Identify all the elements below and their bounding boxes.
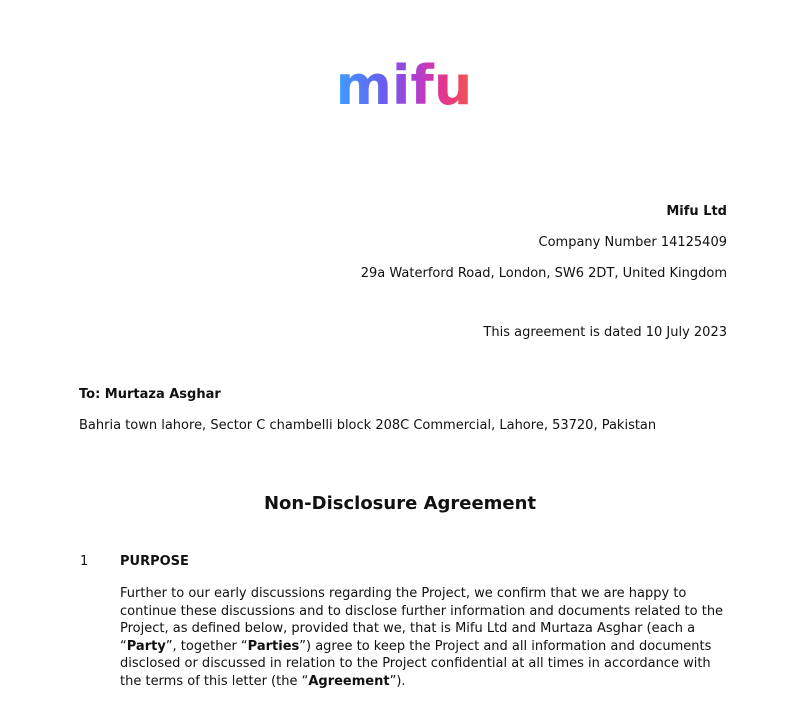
- agreement-date: This agreement is dated 10 July 2023: [483, 325, 727, 340]
- recipient-name: To: Murtaza Asghar: [79, 387, 221, 402]
- section-body-paragraph: [120, 585, 730, 691]
- body-text: ”, together “: [165, 638, 248, 654]
- section-number: 1: [80, 554, 89, 569]
- defined-term-agreement: Agreement: [308, 673, 390, 689]
- company-address: 29a Waterford Road, London, SW6 2DT, United Kingdom: [360, 266, 727, 281]
- company-number: Company Number 14125409: [538, 235, 727, 250]
- logo-wordmark: mifu: [335, 56, 473, 116]
- company-name: Mifu Ltd: [666, 204, 727, 219]
- body-text: ”).: [389, 673, 406, 689]
- document-title: Non-Disclosure Agreement: [263, 493, 537, 514]
- sender-company-block: [361, 202, 727, 295]
- defined-term-parties: Parties: [247, 638, 300, 654]
- defined-term-party: Party: [126, 638, 166, 654]
- body-text: Further to our early discussions regarding the Project, we confirm that we are happy to continue these discussions and to disclose further information and documents related to the Project, as defined below, provided that we, that is Mifu Ltd and Murtaza Asghar (each a “: [120, 586, 724, 654]
- body-text: ”) agree to keep the Project and all information and documents disclosed or discussed in relation to the Project confidential at all times in accordance with the terms of this letter (the “: [120, 638, 712, 689]
- mifu-logo: [330, 56, 478, 116]
- recipient-address: Bahria town lahore, Sector C chambelli block 208C Commercial, Lahore, 53720, Pakistan: [79, 418, 657, 433]
- section-heading: PURPOSE: [120, 554, 189, 569]
